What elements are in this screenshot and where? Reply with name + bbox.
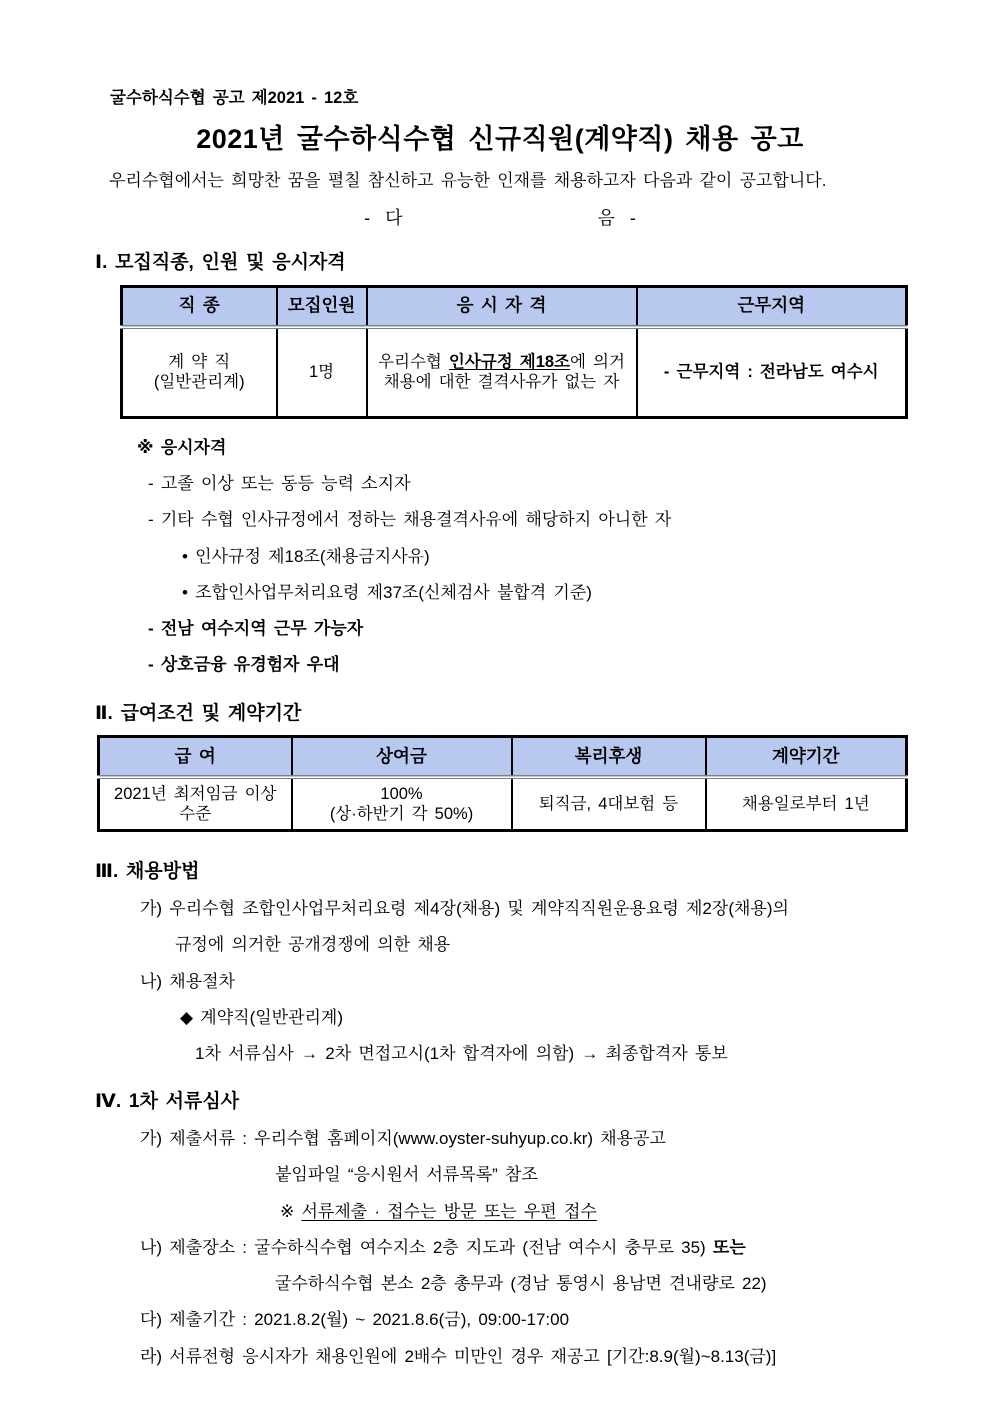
hiring-method-item-ga-line1: 가) 우리수협 조합인사업무처리요령 제4장(채용) 및 계약직직원운용요령 제2장(채용)의: [140, 899, 789, 919]
document-title: 2021년 굴수하식수협 신규직원(계약직) 채용 공고: [196, 123, 804, 154]
header-welfare: 복리후생: [512, 737, 706, 778]
cell-recruit-count: 1명: [277, 327, 367, 418]
header-job-type: 직 종: [122, 286, 277, 327]
salary-table: [97, 735, 908, 832]
submission-place-text: 나) 제출장소 : 굴수하식수협 여수지소 2층 지도과 (전남 여수시 충무로 35): [140, 1237, 713, 1257]
qualification-subitem: • 조합인사업무처리요령 제37조(신체검사 불합격 기준): [182, 582, 592, 602]
section2-heading: Ⅱ. 급여조건 및 계약기간: [95, 702, 302, 724]
section-salary: [95, 702, 905, 833]
cell-contract-period: 채용일로부터 1년: [706, 777, 907, 831]
bonus-line1: 100%: [380, 784, 423, 803]
cell-bonus: [292, 777, 512, 831]
bonus-line2: (상·하반기 각 50%): [329, 805, 474, 824]
qualification-item: - 기타 수협 인사규정에서 정하는 채용결격사유에 해당하지 아니한 자: [148, 510, 672, 530]
qualification-part1: 우리수협: [378, 352, 449, 371]
screening-item-ga: 가) 제출서류 : 우리수협 홈페이지(www.oyster-suhyup.co.kr) 채용공고: [140, 1129, 666, 1149]
daeum-divider-label: - 다 음 -: [364, 207, 636, 228]
section1-heading: Ⅰ. 모집직종, 인원 및 응시자격: [95, 252, 346, 274]
hiring-method-job-label: ◆ 계약직(일반관리계): [180, 1007, 343, 1027]
recruitment-table-header-row: [122, 286, 907, 327]
notice-number: 굴수하식수협 공고 제2021 - 12호: [110, 89, 359, 107]
salary-table-row: [99, 777, 907, 831]
section4-heading: Ⅳ. 1차 서류심사: [95, 1091, 240, 1113]
qualification-note-heading: ※ 응시자격: [137, 437, 227, 457]
job-type-line2: (일반관리계): [153, 373, 245, 392]
screening-item-ga-line2: 붙임파일 “응시원서 서류목록” 참조: [275, 1165, 538, 1185]
qualification-part2-emphasized: 인사규정 제18조: [448, 352, 570, 371]
header-contract-period: 계약기간: [706, 737, 907, 778]
job-type-line1: 계 약 직: [168, 352, 231, 371]
reference-mark: ※: [280, 1201, 302, 1221]
salary-line1: 2021년 최저임금 이상: [114, 784, 277, 803]
section-hiring-method: [95, 860, 905, 1064]
header-bonus: 상여금: [292, 737, 512, 778]
cell-work-region: - 근무지역 : 전라남도 여수시: [637, 327, 907, 418]
qualification-subitem: • 인사규정 제18조(채용금지사유): [182, 546, 430, 566]
header-qualification: 응 시 자 격: [367, 286, 637, 327]
intro-text: 우리수협에서는 희망찬 꿈을 펼칠 참신하고 유능한 인재를 채용하고자 다음과 같이 공고합니다.: [109, 171, 827, 191]
submission-place-or: 또는: [712, 1237, 746, 1257]
header-salary: 급 여: [99, 737, 292, 778]
qualification-item: - 상호금융 유경험자 우대: [148, 655, 340, 675]
cell-qualification: [367, 327, 637, 418]
screening-note: [280, 1201, 905, 1222]
salary-line2: 수준: [179, 805, 212, 824]
screening-item-da: 다) 제출기간 : 2021.8.2(월) ~ 2021.8.6(금), 09:00-17:00: [140, 1310, 570, 1330]
hiring-process-flow: 1차 서류심사 → 2차 면접고시(1차 합격자에 의함) → 최종합격자 통보: [195, 1044, 728, 1064]
section-recruitment: [95, 251, 905, 676]
header-recruit-count: 모집인원: [277, 286, 367, 327]
section-document-screening: [95, 1090, 905, 1367]
qualification-item: - 고졸 이상 또는 동등 능력 소지자: [148, 474, 411, 494]
screening-item-na: [140, 1237, 905, 1258]
salary-table-header-row: [99, 737, 907, 778]
screening-item-ra: 라) 서류전형 응시자가 채용인원에 2배수 미만인 경우 재공고 [기간:8.9(월)~8.13(금)]: [140, 1346, 777, 1366]
recruitment-table: [120, 285, 908, 419]
screening-item-na-line2: 굴수하식수협 본소 2층 총무과 (경남 통영시 용남면 견내량로 22): [275, 1274, 767, 1294]
section3-heading: Ⅲ. 채용방법: [95, 861, 200, 883]
cell-job-type: [122, 327, 277, 418]
header-work-region: 근무지역: [637, 286, 907, 327]
recruitment-table-row: [122, 327, 907, 418]
cell-salary: [99, 777, 292, 831]
cell-welfare: 퇴직금, 4대보험 등: [512, 777, 706, 831]
qualification-part3: 에 의거 채용에 대한 결격사유가 없는 자: [383, 352, 625, 392]
screening-note-underlined: 서류제출 · 접수는 방문 또는 우편 접수: [301, 1201, 597, 1221]
qualification-item: - 전남 여수지역 근무 가능자: [148, 619, 364, 639]
hiring-method-item-na: 나) 채용절차: [140, 971, 235, 991]
hiring-method-item-ga-line2: 규정에 의거한 공개경쟁에 의한 채용: [175, 935, 451, 955]
